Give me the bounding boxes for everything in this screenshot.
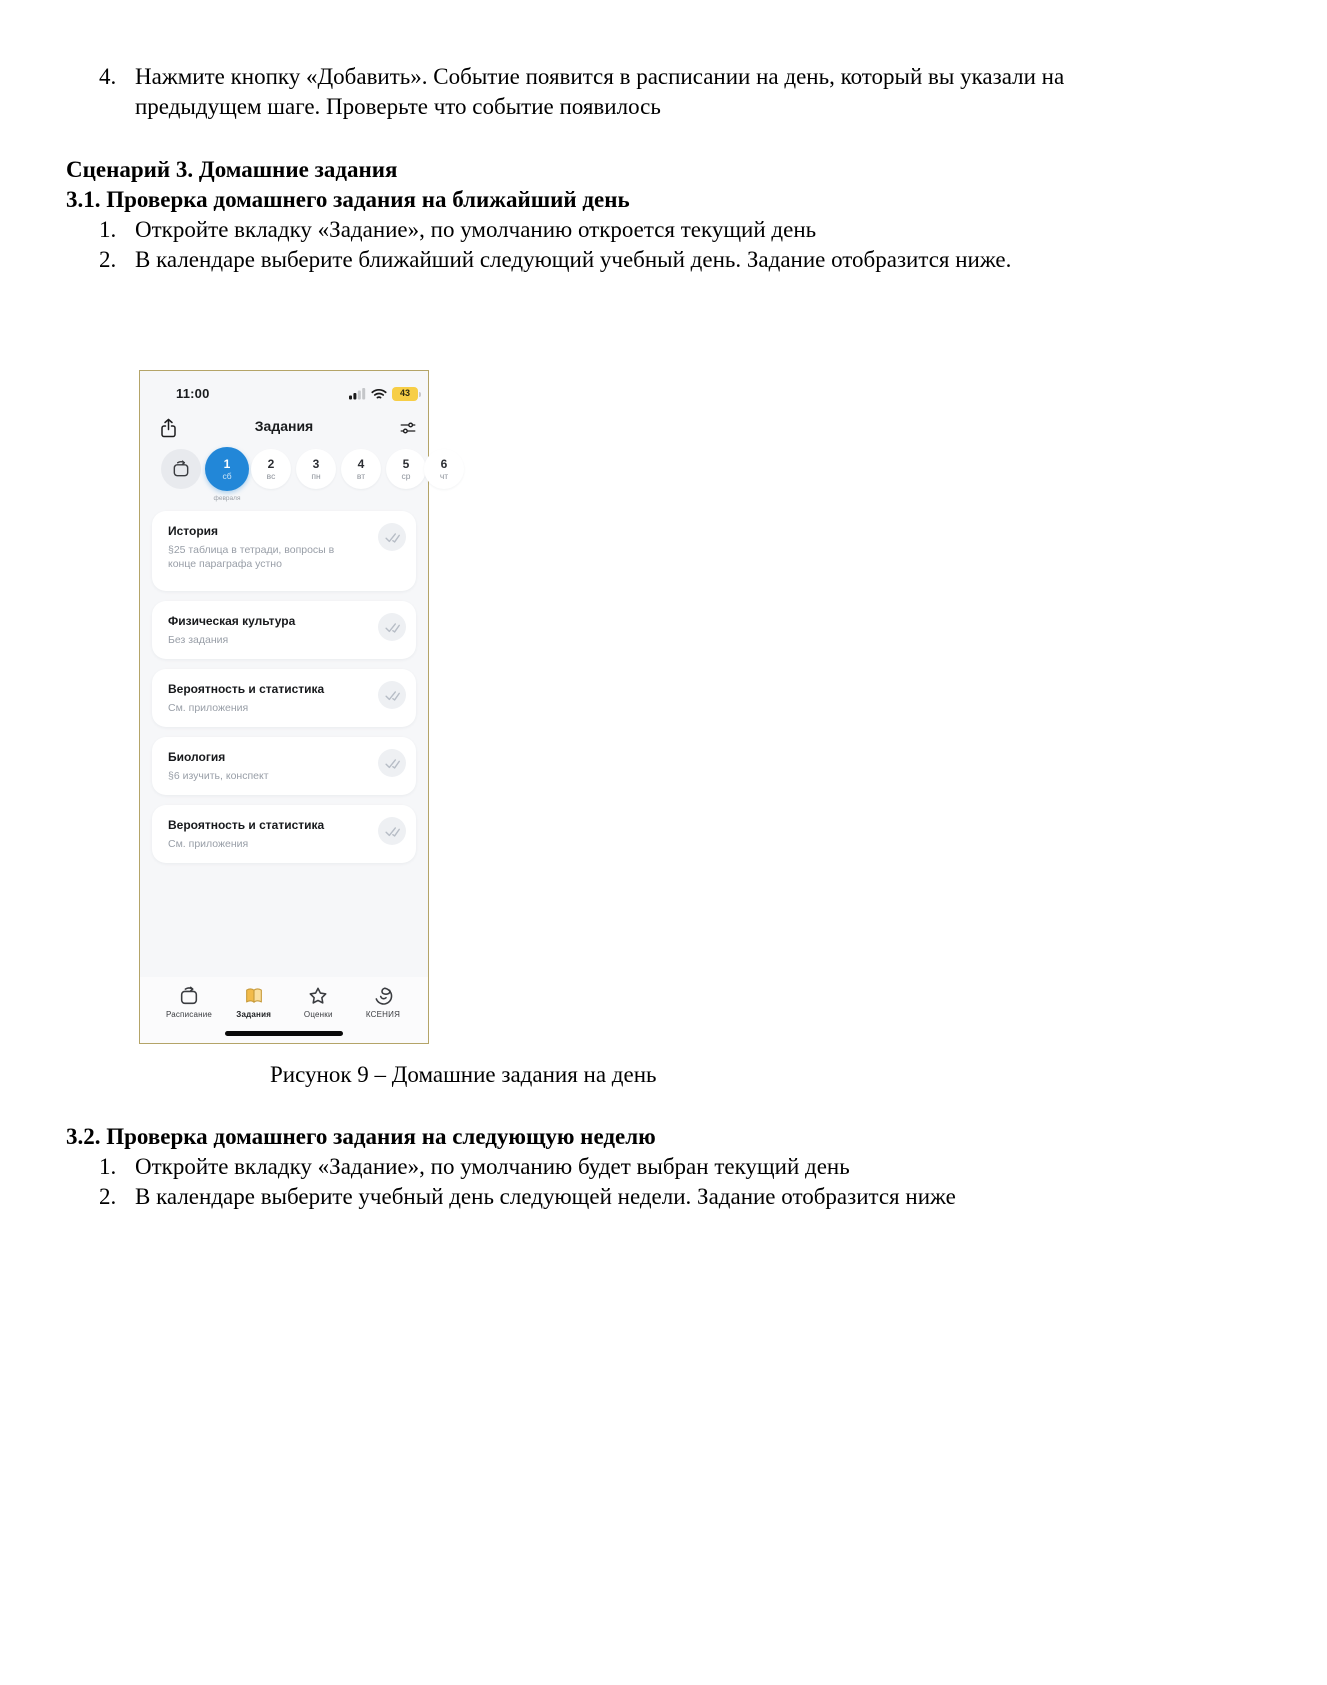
tab-schedule[interactable] (158, 985, 220, 1043)
calendar-picker-button[interactable] (161, 449, 201, 489)
day-number: 3 (312, 456, 320, 471)
item-text: Откройте вкладку «Задание», по умолчанию будет выбран текущий день (135, 1154, 850, 1179)
status-time: 11:00 (176, 386, 210, 401)
home-indicator (225, 1031, 343, 1036)
calendar-day[interactable] (296, 449, 336, 489)
homework-card[interactable] (152, 511, 416, 591)
page-title: Задания (254, 418, 314, 434)
subject-title: Физическая культура (168, 614, 296, 628)
day-number: 6 (440, 456, 448, 471)
tab-assistant[interactable] (352, 985, 414, 1043)
item-number: 4. (99, 64, 117, 89)
subject-title: Биология (168, 750, 226, 764)
cellular-signal-icon (349, 388, 366, 400)
homework-card[interactable] (152, 737, 416, 795)
mark-done-button[interactable] (378, 817, 406, 845)
item-text: В календаре выберите учебный день следующей недели. Задание отобразится ниже (135, 1184, 956, 1209)
mark-done-button[interactable] (378, 613, 406, 641)
numbered-item (99, 1152, 1192, 1182)
homework-card[interactable] (152, 669, 416, 727)
calendar-day[interactable] (341, 449, 381, 489)
grades-star-icon (307, 985, 329, 1007)
section-3-2-heading: 3.2. Проверка домашнего задания на следующую неделю (66, 1124, 656, 1149)
item-number: 2. (99, 1184, 117, 1209)
section-3-1-heading: 3.1. Проверка домашнего задания на ближайший день (66, 187, 630, 212)
assistant-avatar-icon (372, 985, 394, 1007)
item-text: В календаре выберите ближайший следующий учебный день. Задание отобразится ниже. (135, 247, 1012, 272)
task-text: См. приложения (168, 838, 249, 850)
tasks-book-icon (243, 985, 265, 1007)
calendar-week-strip (140, 449, 449, 507)
tab-label: Оценки (303, 1010, 333, 1019)
tab-label: Задания (236, 1010, 272, 1019)
day-weekday: вс (266, 470, 276, 481)
item-text: Откройте вкладку «Задание», по умолчанию откроется текущий день (135, 217, 817, 242)
scenario-3-heading: Сценарий 3. Домашние задания (66, 157, 398, 182)
phone-screenshot (139, 370, 449, 1044)
tab-label: КСЕНИЯ (365, 1010, 401, 1019)
item-number: 2. (99, 247, 117, 272)
day-number: 5 (402, 456, 410, 471)
day-weekday: вт (356, 470, 366, 481)
homework-card[interactable] (152, 601, 416, 659)
numbered-item-4 (99, 62, 1192, 122)
item-number: 1. (99, 1154, 117, 1179)
homework-card[interactable] (152, 805, 416, 863)
calendar-day-selected[interactable] (205, 447, 249, 491)
task-text: §25 таблица в тетради, вопросы в конце параграфа устно (168, 544, 335, 570)
item-text: Нажмите кнопку «Добавить». Событие появится в расписании на день, который вы указали на предыдущем шаге. Проверьте что событие появилось (135, 64, 1065, 119)
app-header (140, 415, 428, 441)
numbered-item (99, 245, 1192, 275)
calendar-day[interactable] (251, 449, 291, 489)
day-weekday: ср (401, 470, 411, 481)
day-number: 4 (357, 456, 365, 471)
day-weekday: сб (222, 470, 232, 481)
filter-tune-icon[interactable] (396, 416, 420, 440)
subject-title: Вероятность и статистика (168, 682, 325, 696)
battery-icon: 43 (392, 387, 418, 401)
wifi-icon (371, 388, 387, 400)
figure-caption-text: Рисунок 9 – Домашние задания на день (270, 1062, 657, 1087)
numbered-item (99, 215, 1192, 245)
selected-day-month-label: февраля (213, 495, 241, 502)
day-weekday: чт (439, 470, 449, 481)
status-bar (140, 383, 428, 405)
mark-done-button[interactable] (378, 681, 406, 709)
day-number: 1 (223, 456, 231, 471)
item-number: 1. (99, 217, 117, 242)
calendar-day[interactable] (386, 449, 426, 489)
mark-done-button[interactable] (378, 523, 406, 551)
subject-title: История (168, 524, 219, 538)
task-text: §6 изучить, конспект (168, 770, 269, 782)
numbered-item (99, 1182, 1192, 1212)
homework-list (152, 511, 416, 863)
day-number: 2 (267, 456, 275, 471)
task-text: См. приложения (168, 702, 249, 714)
schedule-calendar-icon (178, 985, 200, 1007)
task-text: Без задания (168, 634, 229, 646)
share-icon[interactable] (156, 416, 180, 440)
subject-title: Вероятность и статистика (168, 818, 325, 832)
tab-label: Расписание (165, 1010, 213, 1019)
section-3-2 (0, 1122, 1192, 1212)
day-weekday: пн (311, 470, 321, 481)
calendar-day[interactable] (424, 449, 464, 489)
mark-done-button[interactable] (378, 749, 406, 777)
figure-caption (135, 1060, 1327, 1090)
